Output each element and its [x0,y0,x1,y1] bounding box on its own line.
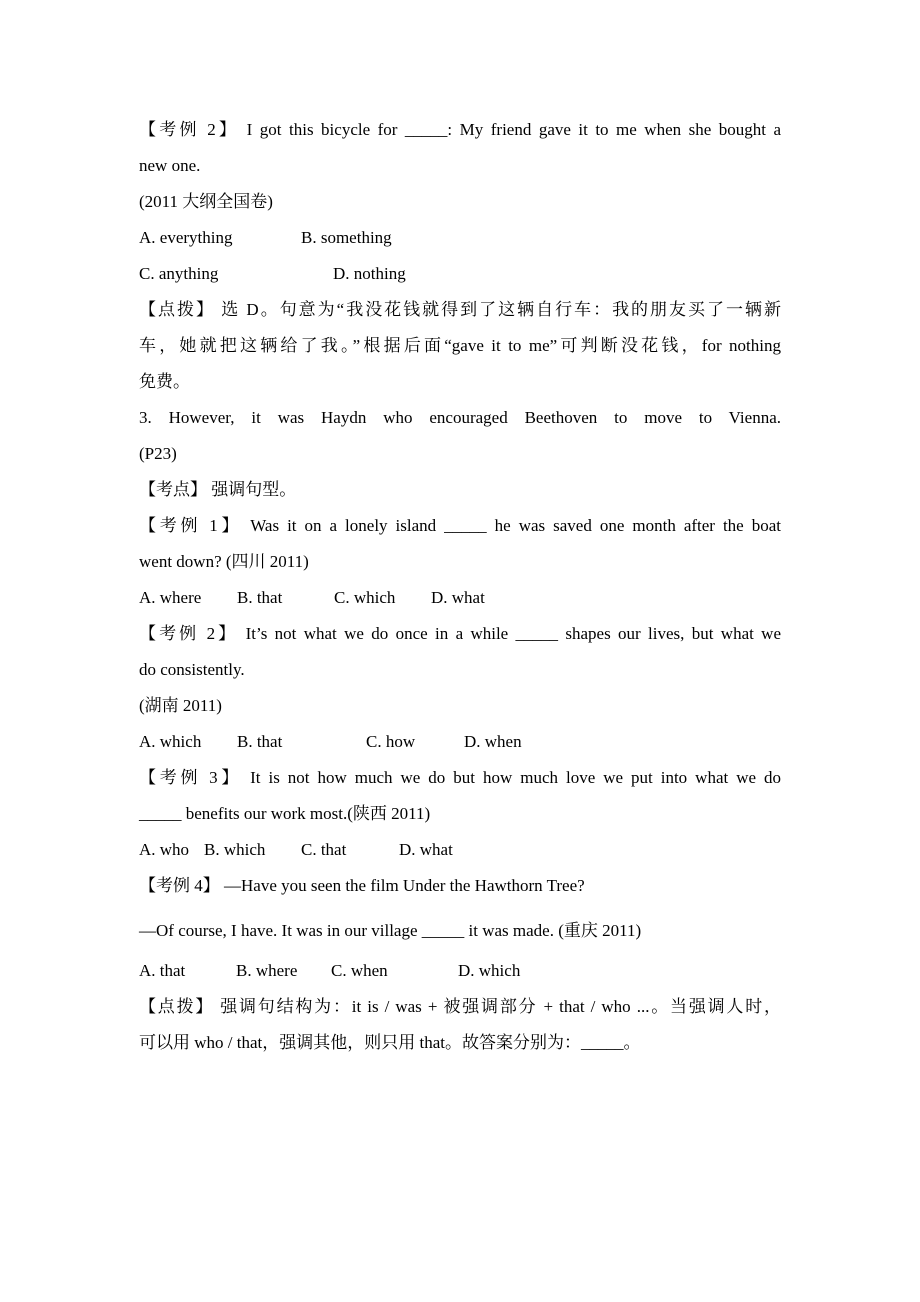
example-1-option-b: B. that [237,588,283,607]
example-3-line-1: 【考例 3】 It is not how much we do but how much love we put into what we do [139,768,781,787]
example-4-option-c: C. when [331,961,388,980]
key-point: 【考点】 强调句型。 [139,480,297,499]
item-3-sentence: 3. However, it was Haydn who encouraged Beethoven to move to Vienna. [139,408,781,427]
example-2a-source: (2011 大纲全国卷) [139,192,273,211]
example-2b-line-1: 【考例 2】 It’s not what we do once in a while _____ shapes our lives, but what we [139,624,781,643]
example-1-option-c: C. which [334,588,396,607]
example-1-line-1: 【考例 1】 Was it on a lonely island _____ he was saved one month after the boat [139,516,781,535]
example-2b-option-c: C. how [366,732,416,751]
example-2a-option-d: D. nothing [333,264,406,283]
hint-1-line-2: 车，她就把这辆给了我。”根据后面“gave it to me”可判断没花钱，for nothing [139,336,781,355]
example-3-option-a: A. who [139,840,190,859]
example-3-option-b: B. which [204,840,266,859]
example-2a-option-c: C. anything [139,264,219,283]
hint-1-line-1: 【点拨】 选 D。句意为“我没花钱就得到了这辆自行车：我的朋友买了一辆新 [139,300,781,319]
example-2a-option-b: B. something [301,228,392,247]
example-2b-source: (湖南 2011) [139,696,222,715]
item-3-page-ref: (P23) [139,444,177,463]
example-2b-option-a: A. which [139,732,202,751]
example-1-option-d: D. what [431,588,485,607]
example-2b-option-b: B. that [237,732,283,751]
hint-2-line-1: 【点拨】 强调句结构为：it is / was + 被强调部分 + that / who ...。当强调人时， [139,997,781,1016]
example-1-line-2: went down? (四川 2011) [139,552,309,571]
hint-2-line-2: 可以用 who / that，强调其他，则只用 that。故答案分别为：_____。 [139,1033,641,1052]
example-2a-option-a: A. everything [139,228,233,247]
example-3-line-2: _____ benefits our work most.(陕西 2011) [139,804,431,823]
example-2b-option-d: D. when [464,732,522,751]
example-4-option-b: B. where [236,961,298,980]
hint-1-line-3: 免费。 [139,372,190,391]
example-4-line-2: —Of course, I have. It was in our village _____ it was made. (重庆 2011) [139,921,642,940]
example-2b-line-2: do consistently. [139,660,245,679]
example-2a-line-1: 【考例 2】 I got this bicycle for _____: My friend gave it to me when she bought a [139,120,781,139]
example-4-option-a: A. that [139,961,186,980]
example-3-option-c: C. that [301,840,347,859]
example-4-option-d: D. which [458,961,521,980]
example-3-option-d: D. what [399,840,453,859]
example-2a-line-2: new one. [139,156,201,175]
example-4-line-1: 【考例 4】 —Have you seen the film Under the Hawthorn Tree? [139,876,585,895]
example-1-option-a: A. where [139,588,202,607]
